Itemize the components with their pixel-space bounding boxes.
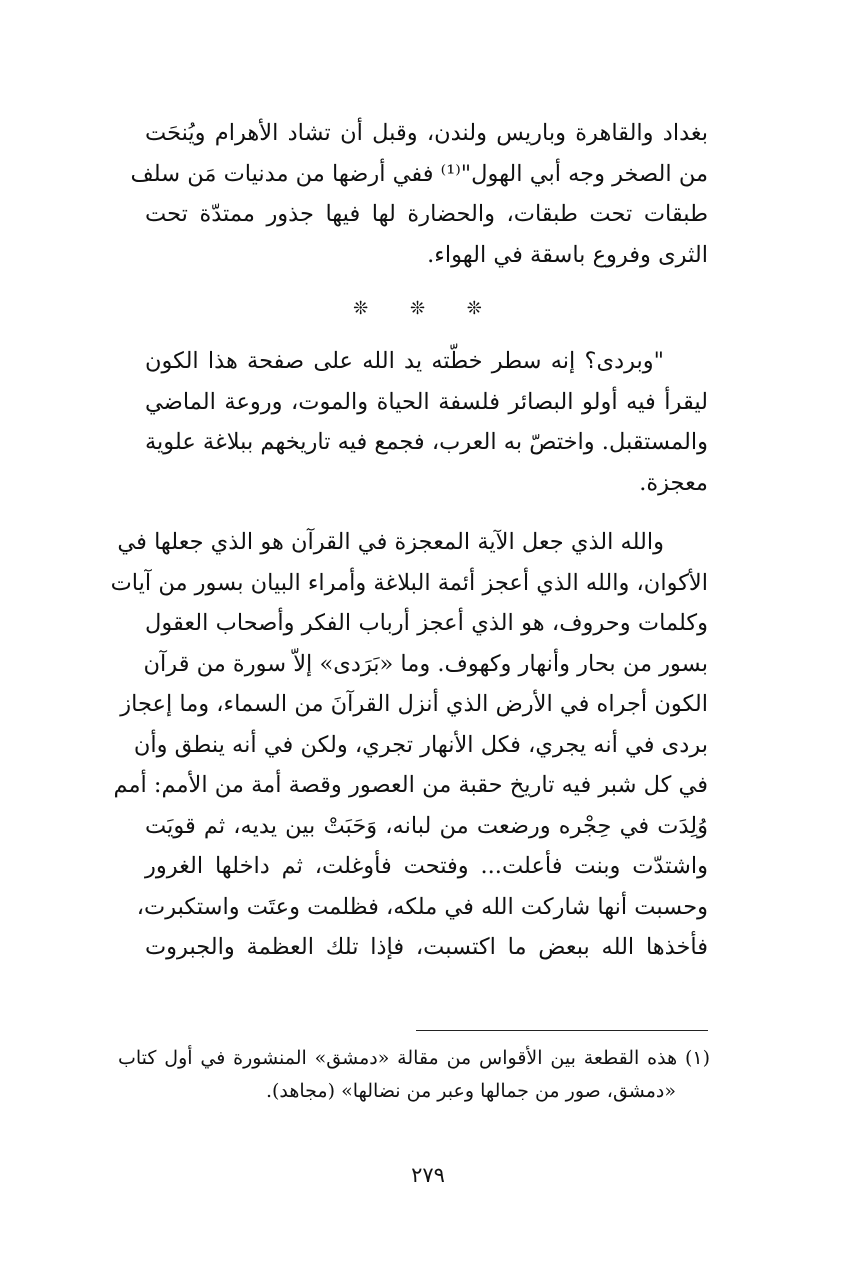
paragraph-1 (130, 113, 708, 275)
text-line: "وبردى؟ إنه سطر خطّته يد الله على صفحة هذا الكون (145, 348, 664, 374)
text-line: في كل شبر فيه تاريخ حقبة من العصور وقصة أمة من الأمم: أمم (113, 772, 708, 798)
footnote (118, 1042, 710, 1108)
text-line: الثرى وفروع باسقة في الهواء. (427, 241, 708, 268)
section-separator: ❊ ❊ ❊ (353, 298, 500, 319)
paragraph-3 (110, 522, 708, 968)
text-line: بسور من بحار وأنهار وكهوف. وما «بَرَدى» إلاّ سورة من قرآن (143, 650, 708, 677)
text-line: بردى في أنه يجري، فكل الأنهار تجري، ولكن في أنه ينطق وأن (133, 731, 708, 758)
page-body (110, 108, 708, 968)
footnote-line: «دمشق، صور من جمالها وعبر من نضالها» (مجاهد). (265, 1080, 676, 1102)
footnote-line: (١) هذه القطعة بين الأقواس من مقالة «دمشق» المنشورة في أول كتاب (118, 1047, 710, 1069)
page-number: ٢٧٩ (411, 1163, 445, 1187)
text-line: والله الذي جعل الآية المعجزة في القرآن هو الذي جعلها في (117, 529, 664, 555)
text-line: والمستقبل. واختصّ به العرب، فجمع فيه تاريخهم ببلاغة علوية (144, 429, 708, 455)
text-line: ليقرأ فيه أولو البصائر فلسفة الحياة والموت، وروعة الماضي (145, 388, 708, 415)
text-line: وكلمات وحروف، هو الذي أعجز أرباب الفكر وأصحاب العقول (145, 610, 708, 636)
footnote-divider (416, 1030, 708, 1031)
text-line: وحسبت أنها شاركت الله في ملكه، فظلمت وعتَت واستكبرت، (136, 893, 708, 920)
text-line: من الصخر وجه أبي الهول"⁽¹⁾ ففي أرضها من مدنيات مَن سلف (130, 160, 708, 187)
text-line: الأكوان، والله الذي أعجز أئمة البلاغة وأمراء البيان بسور من آيات (110, 569, 708, 596)
text-line: واشتدّت وبنت فأعلت... وفتحت فأوغلت، ثم داخلها الغرور (145, 853, 708, 879)
text-line: فأخذها الله ببعض ما اكتسبت، فإذا تلك العظمة والجبروت (145, 934, 708, 960)
text-line: طبقات تحت طبقات، والحضارة لها فيها جذور ممتدّة تحت (145, 201, 708, 227)
text-line: بغداد والقاهرة وباريس ولندن، وقبل أن تشاد الأهرام ويُنحَت (145, 120, 708, 146)
text-line: معجزة. (639, 469, 708, 496)
text-line: وُلِدَت في حِجْره ورضعت من لبانه، وَحَبَتْ بين يديه، ثم قويَت (145, 812, 708, 839)
text-line: الكون أجراه في الأرض الذي أنزل القرآنَ من السماء، وما إعجاز (120, 691, 708, 717)
paragraph-2 (145, 341, 708, 503)
